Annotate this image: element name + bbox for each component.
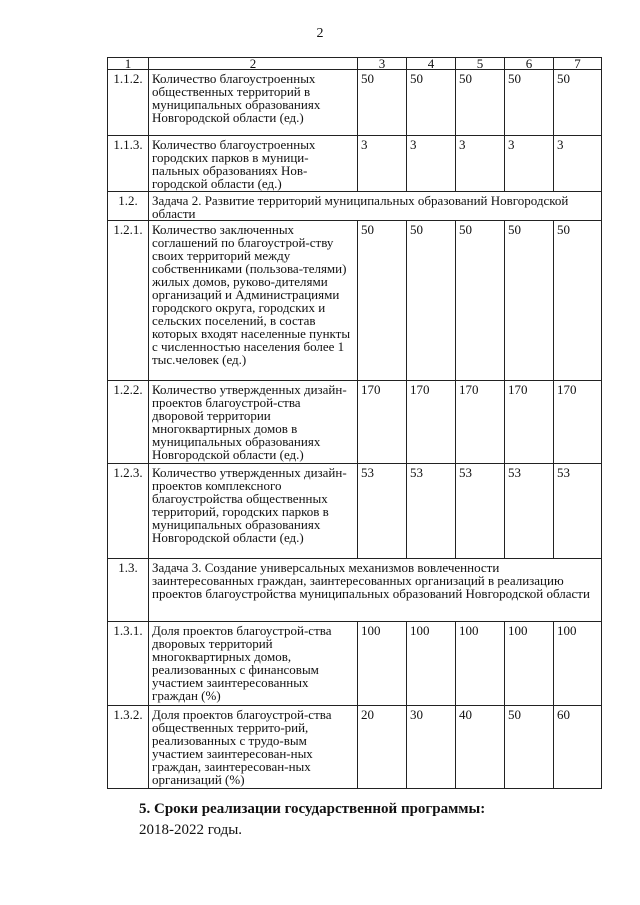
value-cell: 53 — [358, 464, 407, 559]
indicator-name: Количество утвержденных дизайн-проектов комплексного благоустройства общественных территорий, городских парков в муниципальных образованиях Новгородской области (ед.) — [149, 464, 358, 559]
task-text: Задача 2. Развитие территорий муниципальных образований Новгородской области — [149, 192, 602, 221]
indicators-table — [107, 57, 602, 789]
table-row — [108, 464, 602, 559]
value-cell: 100 — [554, 622, 602, 706]
page-number: 2 — [316, 26, 324, 41]
task-row — [108, 192, 602, 221]
value-cell: 20 — [358, 706, 407, 789]
row-number: 1.3. — [108, 559, 149, 622]
value-cell: 53 — [554, 464, 602, 559]
value-cell: 50 — [554, 70, 602, 136]
row-number: 1.1.2. — [108, 70, 149, 136]
task-row — [108, 559, 602, 622]
value-cell: 60 — [554, 706, 602, 789]
row-number: 1.1.3. — [108, 136, 149, 192]
header-cell: 3 — [358, 58, 407, 70]
indicator-name: Количество утвержденных дизайн-проектов благоустрой-ства дворовой территории многоквартирных домов в муниципальных образованиях Новгородской области (ед.) — [149, 381, 358, 464]
header-cell: 4 — [407, 58, 456, 70]
value-cell: 3 — [407, 136, 456, 192]
value-cell: 40 — [456, 706, 505, 789]
table-row — [108, 70, 602, 136]
value-cell: 3 — [554, 136, 602, 192]
value-cell: 170 — [358, 381, 407, 464]
value-cell: 50 — [407, 221, 456, 381]
header-cell: 1 — [108, 58, 149, 70]
indicator-name: Доля проектов благоустрой-ства общественных террито-рий, реализованных с трудо-вым участием заинтересован-ных граждан, заинтересован-ных организаций (%) — [149, 706, 358, 789]
value-cell: 50 — [407, 70, 456, 136]
value-cell: 50 — [505, 221, 554, 381]
value-cell: 170 — [407, 381, 456, 464]
value-cell: 3 — [358, 136, 407, 192]
value-cell: 3 — [505, 136, 554, 192]
row-number: 1.3.2. — [108, 706, 149, 789]
header-cell: 7 — [554, 58, 602, 70]
value-cell: 30 — [407, 706, 456, 789]
row-number: 1.2. — [108, 192, 149, 221]
table-body — [108, 58, 602, 789]
value-cell: 100 — [456, 622, 505, 706]
indicator-name: Количество благоустроенных общественных территорий в муниципальных образованиях Новгородской области (ед.) — [149, 70, 358, 136]
value-cell: 170 — [456, 381, 505, 464]
row-number: 1.2.3. — [108, 464, 149, 559]
section-years: 2018-2022 годы. — [139, 822, 243, 838]
row-number: 1.2.2. — [108, 381, 149, 464]
value-cell: 53 — [407, 464, 456, 559]
value-cell: 50 — [358, 221, 407, 381]
header-cell: 5 — [456, 58, 505, 70]
indicator-name: Количество благоустроенных городских парков в муници-пальных образованиях Нов-городской области (ед.) — [149, 136, 358, 192]
value-cell: 170 — [505, 381, 554, 464]
row-number: 1.3.1. — [108, 622, 149, 706]
row-number: 1.2.1. — [108, 221, 149, 381]
table-row — [108, 381, 602, 464]
header-cell: 2 — [149, 58, 358, 70]
section-heading: 5. Сроки реализации государственной программы: — [139, 801, 486, 817]
value-cell: 50 — [358, 70, 407, 136]
value-cell: 50 — [456, 221, 505, 381]
value-cell: 53 — [505, 464, 554, 559]
value-cell: 100 — [358, 622, 407, 706]
value-cell: 3 — [456, 136, 505, 192]
value-cell: 50 — [456, 70, 505, 136]
indicator-name: Доля проектов благоустрой-ства дворовых территорий многоквартирных домов, реализованных с финансовым участием заинтересованных граждан (%) — [149, 622, 358, 706]
header-cell: 6 — [505, 58, 554, 70]
table-header-row — [108, 58, 602, 70]
table-row — [108, 622, 602, 706]
value-cell: 100 — [407, 622, 456, 706]
value-cell: 50 — [505, 706, 554, 789]
value-cell: 53 — [456, 464, 505, 559]
value-cell: 50 — [505, 70, 554, 136]
table-row — [108, 221, 602, 381]
value-cell: 50 — [554, 221, 602, 381]
indicator-name: Количество заключенных соглашений по благоустрой-ству своих территорий между собственниками (пользова-телями) жилых домов, руково-дителями организаций и Администрациями городского округа, городских и сельских поселений, в состав которых входят населенные пункты с численностью населения более 1 тыс.человек (ед.) — [149, 221, 358, 381]
value-cell: 170 — [554, 381, 602, 464]
value-cell: 100 — [505, 622, 554, 706]
table-row — [108, 706, 602, 789]
table-row — [108, 136, 602, 192]
task-text: Задача 3. Создание универсальных механизмов вовлеченности заинтересованных граждан, заинтересованных организаций в реализацию проектов благоустройства муниципальных образований Новгородской области — [149, 559, 602, 622]
